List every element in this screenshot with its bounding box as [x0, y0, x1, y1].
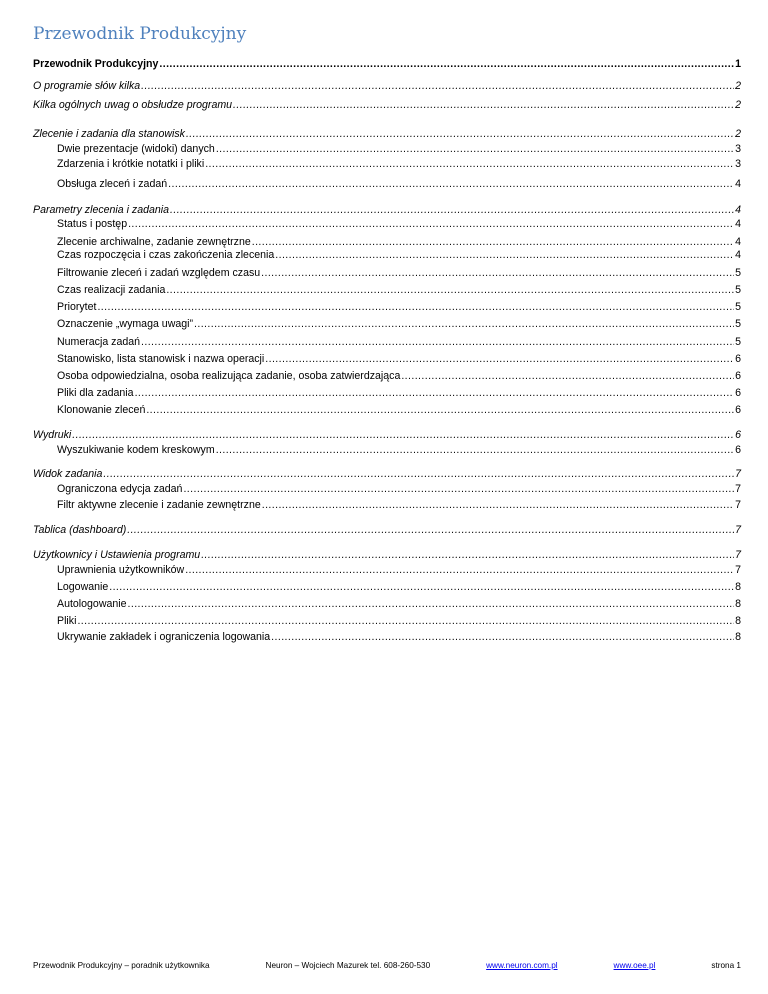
toc-entry-page: 3: [735, 158, 741, 170]
toc-entry[interactable]: [33, 548, 741, 562]
toc-entry-page: 2: [735, 128, 741, 140]
toc-entry[interactable]: [33, 523, 741, 537]
toc-leader-dots: [401, 369, 734, 383]
toc-entry-label: Kilka ogólnych uwag o obsłudze programu: [33, 99, 233, 111]
toc-leader-dots: [271, 630, 734, 644]
toc-entry-label: Pliki: [57, 615, 77, 627]
toc-entry-label: Klonowanie zleceń: [57, 404, 146, 416]
toc-entry-label: Autologowanie: [57, 598, 127, 610]
toc-entry-page: 6: [735, 429, 741, 441]
toc-leader-dots: [201, 548, 734, 562]
footer-page-number: strona 1: [711, 961, 741, 970]
toc-entry[interactable]: [57, 498, 741, 512]
toc-entry-page: 4: [735, 178, 741, 190]
toc-leader-dots: [128, 597, 735, 611]
toc-entry-page: 7: [735, 468, 741, 480]
toc-leader-dots: [205, 157, 734, 171]
page-footer: [33, 961, 741, 970]
toc-entry[interactable]: [57, 614, 741, 628]
toc-entry-page: 4: [735, 236, 741, 248]
toc-entry-page: 2: [735, 80, 741, 92]
toc-entry[interactable]: [57, 369, 741, 383]
toc-leader-dots: [141, 335, 734, 349]
toc-entry-label: Widok zadania: [33, 468, 103, 480]
toc-leader-dots: [262, 498, 734, 512]
toc-entry-label: Wyszukiwanie kodem kreskowym: [57, 444, 215, 456]
toc-leader-dots: [265, 352, 734, 366]
toc-entry-page: 8: [735, 581, 741, 593]
toc-leader-dots: [166, 283, 734, 297]
toc-entry-label: Obsługa zleceń i zadań: [57, 178, 168, 190]
toc-entry-label: Numeracja zadań: [57, 336, 141, 348]
toc-entry[interactable]: [57, 217, 741, 231]
toc-leader-dots: [275, 248, 734, 262]
toc-leader-dots: [103, 467, 734, 481]
toc-entry-label: Tablica (dashboard): [33, 524, 127, 536]
toc-entry-label: Osoba odpowiedzialna, osoba realizująca zadanie, osoba zatwierdzająca: [57, 370, 401, 382]
toc-entry[interactable]: [57, 482, 741, 496]
toc-entry-label: Czas realizacji zadania: [57, 284, 166, 296]
toc-entry[interactable]: [57, 386, 741, 400]
footer-author: Neuron – Wojciech Mazurek tel. 608-260-530: [265, 961, 431, 970]
toc-leader-dots: [159, 57, 734, 71]
toc-entry[interactable]: [57, 443, 741, 457]
toc-entry-label: Oznaczenie „wymaga uwagi”: [57, 318, 194, 330]
toc-entry[interactable]: [57, 563, 741, 577]
toc-entry[interactable]: [57, 317, 741, 331]
toc-entry[interactable]: [57, 177, 741, 191]
toc-entry-page: 5: [735, 284, 741, 296]
toc-entry[interactable]: [33, 203, 741, 217]
toc-entry-label: Pliki dla zadania: [57, 387, 134, 399]
toc-leader-dots: [72, 428, 734, 442]
toc-entry[interactable]: [57, 335, 741, 349]
toc-entry-label: Przewodnik Produkcyjny: [33, 58, 159, 70]
toc-entry[interactable]: [57, 266, 741, 280]
toc-entry[interactable]: [57, 300, 741, 314]
toc-entry-page: 6: [735, 353, 741, 365]
toc-leader-dots: [128, 217, 734, 231]
toc-entry-page: 8: [735, 598, 741, 610]
toc-entry[interactable]: [57, 235, 741, 249]
toc-entry[interactable]: [57, 403, 741, 417]
toc-entry-page: 7: [735, 483, 741, 495]
toc-entry[interactable]: [57, 248, 741, 262]
toc-entry-page: 5: [735, 336, 741, 348]
toc-entry[interactable]: [57, 142, 741, 156]
toc-entry-label: Zdarzenia i krótkie notatki i pliki: [57, 158, 205, 170]
toc-entry-page: 6: [735, 444, 741, 456]
toc-leader-dots: [261, 266, 734, 280]
toc-entry-page: 7: [735, 524, 741, 536]
toc-leader-dots: [170, 203, 734, 217]
toc-entry-label: O programie słów kilka: [33, 80, 141, 92]
toc-entry-label: Zlecenie i zadania dla stanowisk: [33, 128, 185, 140]
toc-entry-page: 6: [735, 387, 741, 399]
toc-entry-label: Logowanie: [57, 581, 109, 593]
toc-entry[interactable]: [33, 57, 741, 71]
toc-leader-dots: [183, 482, 734, 496]
toc-entry[interactable]: [57, 597, 741, 611]
footer-link-neuron[interactable]: www.neuron.com.pl: [486, 961, 558, 970]
toc-leader-dots: [135, 386, 735, 400]
toc-entry[interactable]: [57, 580, 741, 594]
toc-entry-page: 2: [735, 99, 741, 111]
toc-entry-page: 5: [735, 267, 741, 279]
toc-entry-label: Status i postęp: [57, 218, 128, 230]
toc-leader-dots: [252, 235, 734, 249]
toc-entry[interactable]: [33, 98, 741, 112]
toc-leader-dots: [141, 79, 734, 93]
toc-entry-label: Parametry zlecenia i zadania: [33, 204, 170, 216]
toc-entry[interactable]: [57, 283, 741, 297]
toc-entry-page: 6: [735, 370, 741, 382]
toc-entry-page: 6: [735, 404, 741, 416]
toc-leader-dots: [216, 142, 734, 156]
toc-leader-dots: [194, 317, 734, 331]
toc-entry[interactable]: [57, 630, 741, 644]
toc-entry-page: 4: [735, 218, 741, 230]
toc-entry[interactable]: [57, 352, 741, 366]
toc-leader-dots: [97, 300, 734, 314]
footer-link-oee[interactable]: www.oee.pl: [613, 961, 656, 970]
toc-entry-page: 8: [735, 615, 741, 627]
toc-leader-dots: [109, 580, 734, 594]
toc-entry-label: Uprawnienia użytkowników: [57, 564, 185, 576]
toc-entry-label: Dwie prezentacje (widoki) danych: [57, 143, 215, 155]
toc-entry[interactable]: [33, 467, 741, 481]
toc-leader-dots: [185, 563, 734, 577]
toc-entry-label: Zlecenie archiwalne, zadanie zewnętrzne: [57, 236, 251, 248]
toc-entry-label: Wydruki: [33, 429, 72, 441]
toc-entry-page: 7: [735, 499, 741, 511]
toc-entry[interactable]: [57, 157, 741, 171]
toc-entry-page: 5: [735, 318, 741, 330]
toc-leader-dots: [168, 177, 734, 191]
toc-entry-label: Ukrywanie zakładek i ograniczenia logowania: [57, 631, 271, 643]
toc-entry-label: Stanowisko, lista stanowisk i nazwa operacji: [57, 353, 265, 365]
toc-entry-label: Czas rozpoczęcia i czas zakończenia zlecenia: [57, 249, 275, 261]
toc-entry[interactable]: [33, 428, 741, 442]
toc-entry-page: 4: [735, 249, 741, 261]
toc-leader-dots: [77, 614, 734, 628]
toc-entry[interactable]: [33, 127, 741, 141]
toc-entry-page: 8: [735, 631, 741, 643]
toc-entry-page: 5: [735, 301, 741, 313]
toc-leader-dots: [186, 127, 734, 141]
toc-entry-label: Użytkownicy i Ustawienia programu: [33, 549, 201, 561]
toc-entry-page: 7: [735, 564, 741, 576]
toc-entry[interactable]: [33, 79, 741, 93]
toc-entry-label: Ograniczona edycja zadań: [57, 483, 183, 495]
toc-leader-dots: [233, 98, 734, 112]
toc-leader-dots: [216, 443, 734, 457]
page-title: Przewodnik Produkcyjny: [33, 24, 247, 44]
toc-entry-page: 7: [735, 549, 741, 561]
toc-leader-dots: [127, 523, 734, 537]
toc-entry-label: Priorytet: [57, 301, 97, 313]
toc-entry-page: 4: [735, 204, 741, 216]
toc-entry-label: Filtrowanie zleceń i zadań względem czasu: [57, 267, 261, 279]
toc-entry-page: 1: [735, 58, 741, 70]
toc-leader-dots: [146, 403, 734, 417]
toc-entry-page: 3: [735, 143, 741, 155]
footer-doc-title: Przewodnik Produkcyjny – poradnik użytkownika: [33, 961, 210, 970]
toc-entry-label: Filtr aktywne zlecenie i zadanie zewnętrzne: [57, 499, 261, 511]
